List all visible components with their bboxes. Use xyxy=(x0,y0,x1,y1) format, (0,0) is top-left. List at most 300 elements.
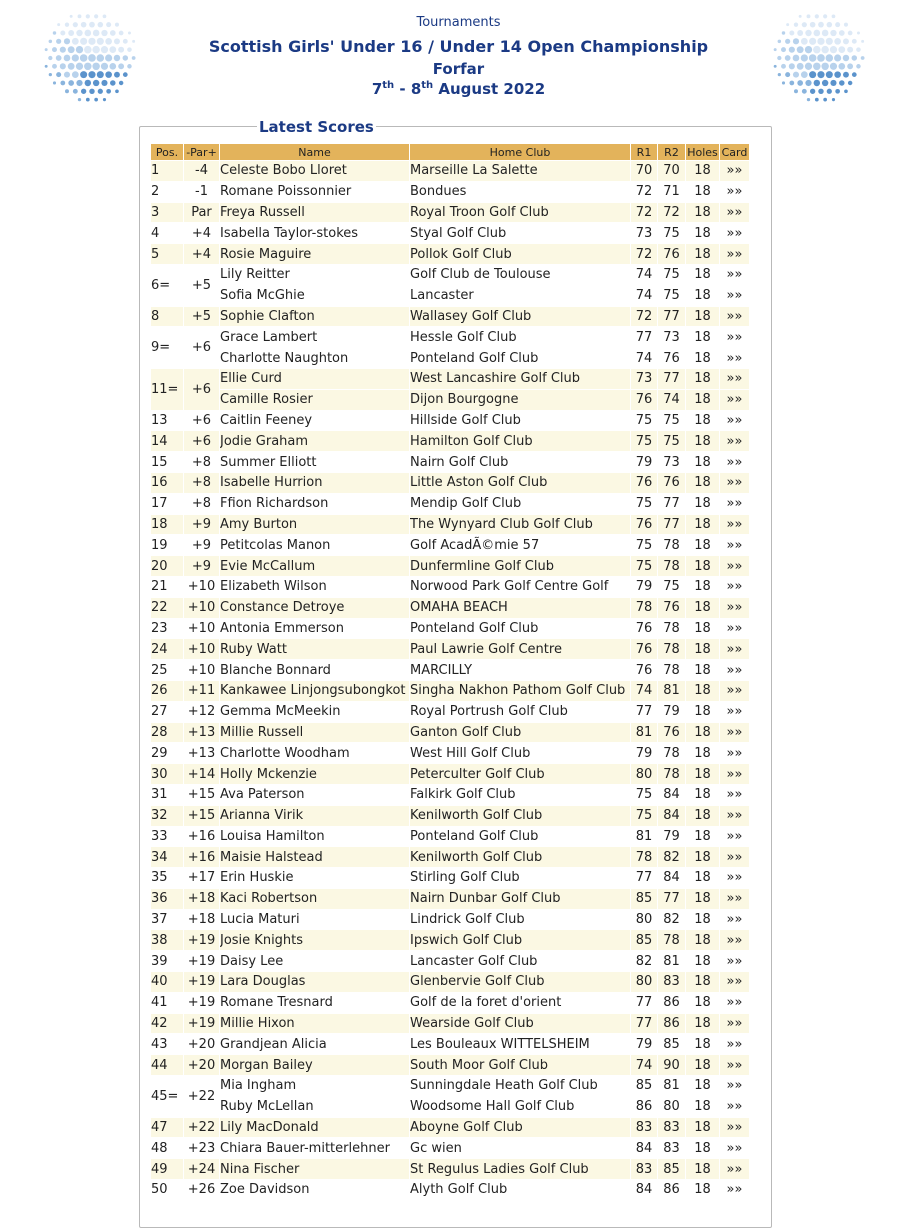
cell-to-par: +11 xyxy=(184,680,220,701)
cell-round2: 77 xyxy=(658,514,686,535)
cell-player-name: Morgan Bailey xyxy=(220,1055,410,1076)
cell-to-par: +15 xyxy=(184,805,220,826)
cell-round1: 85 xyxy=(631,1076,658,1097)
cell-position: 35 xyxy=(151,868,184,889)
cell-home-club: Gc wien xyxy=(410,1138,631,1159)
scorecard-link[interactable]: »» xyxy=(720,1180,750,1201)
cell-round2: 75 xyxy=(658,410,686,431)
scorecard-link[interactable]: »» xyxy=(720,951,750,972)
dimple xyxy=(101,30,107,36)
cell-position: 8 xyxy=(151,306,184,327)
scorecard-link[interactable]: »» xyxy=(720,389,750,410)
cell-round1: 76 xyxy=(631,618,658,639)
cell-to-par: +17 xyxy=(184,868,220,889)
cell-holes: 18 xyxy=(686,576,720,597)
cell-holes: 18 xyxy=(686,618,720,639)
scorecard-link[interactable]: »» xyxy=(720,161,750,182)
cell-holes: 18 xyxy=(686,784,720,805)
scorecard-link[interactable]: »» xyxy=(720,597,750,618)
leaderboard-row xyxy=(151,285,750,306)
cell-position: 11= xyxy=(151,368,184,410)
leaderboard-row xyxy=(151,244,750,265)
cell-player-name: Grandjean Alicia xyxy=(220,1034,410,1055)
cell-player-name: Lara Douglas xyxy=(220,972,410,993)
cell-position: 27 xyxy=(151,701,184,722)
leaderboard-row xyxy=(151,680,750,701)
cell-round1: 75 xyxy=(631,556,658,577)
cell-to-par: +24 xyxy=(184,1159,220,1180)
cell-home-club: Hillside Golf Club xyxy=(410,410,631,431)
cell-home-club: Dunfermline Golf Club xyxy=(410,556,631,577)
scorecard-link[interactable]: »» xyxy=(720,764,750,785)
cell-player-name: Holly Mckenzie xyxy=(220,764,410,785)
cell-to-par: +22 xyxy=(184,1117,220,1138)
cell-home-club: Lindrick Golf Club xyxy=(410,909,631,930)
scorecard-link[interactable]: »» xyxy=(720,306,750,327)
cell-round2: 81 xyxy=(658,951,686,972)
cell-round1: 75 xyxy=(631,493,658,514)
leaderboard-row xyxy=(151,660,750,681)
cell-home-club: Royal Portrush Golf Club xyxy=(410,701,631,722)
cell-player-name: Caitlin Feeney xyxy=(220,410,410,431)
cell-player-name: Nina Fischer xyxy=(220,1159,410,1180)
cell-to-par: +19 xyxy=(184,951,220,972)
cell-to-par: +15 xyxy=(184,784,220,805)
dimple xyxy=(832,98,835,101)
cell-to-par: +10 xyxy=(184,618,220,639)
scorecard-link[interactable]: »» xyxy=(720,535,750,556)
leaderboard-row xyxy=(151,743,750,764)
cell-holes: 18 xyxy=(686,1076,720,1097)
cell-round1: 73 xyxy=(631,368,658,389)
cell-holes: 18 xyxy=(686,680,720,701)
leaderboard-row xyxy=(151,784,750,805)
cell-home-club: Paul Lawrie Golf Centre xyxy=(410,639,631,660)
cell-home-club: Pollok Golf Club xyxy=(410,244,631,265)
cell-player-name: Sophie Clafton xyxy=(220,306,410,327)
cell-holes: 18 xyxy=(686,1055,720,1076)
cell-home-club: Golf de la foret d'orient xyxy=(410,992,631,1013)
leaderboard-row xyxy=(151,348,750,369)
cell-holes: 18 xyxy=(686,161,720,182)
scorecard-link[interactable]: »» xyxy=(720,909,750,930)
cell-holes: 18 xyxy=(686,202,720,223)
leaderboard-row xyxy=(151,181,750,202)
scorecard-link[interactable]: »» xyxy=(720,1117,750,1138)
cell-round1: 77 xyxy=(631,327,658,348)
scorecard-link[interactable]: »» xyxy=(720,1034,750,1055)
cell-player-name: Mia Ingham xyxy=(220,1076,410,1097)
scorecard-link[interactable]: »» xyxy=(720,452,750,473)
scorecard-link[interactable]: »» xyxy=(720,431,750,452)
cell-position: 43 xyxy=(151,1034,184,1055)
scorecard-link[interactable]: »» xyxy=(720,493,750,514)
cell-home-club: Wallasey Golf Club xyxy=(410,306,631,327)
scorecard-link[interactable]: »» xyxy=(720,264,750,285)
cell-home-club: St Regulus Ladies Golf Club xyxy=(410,1159,631,1180)
cell-round2: 78 xyxy=(658,930,686,951)
cell-round2: 75 xyxy=(658,576,686,597)
cell-to-par: +10 xyxy=(184,576,220,597)
cell-holes: 18 xyxy=(686,847,720,868)
cell-holes: 18 xyxy=(686,223,720,244)
dimple xyxy=(797,30,803,36)
breadcrumb-tournaments[interactable]: Tournaments xyxy=(416,15,501,30)
dimple xyxy=(103,98,106,101)
scorecard-link[interactable]: »» xyxy=(720,722,750,743)
scorecard-link[interactable]: »» xyxy=(720,868,750,889)
cell-player-name: Ffion Richardson xyxy=(220,493,410,514)
cell-position: 20 xyxy=(151,556,184,577)
cell-holes: 18 xyxy=(686,556,720,577)
column-header-holes: Holes xyxy=(687,145,718,159)
cell-holes: 18 xyxy=(686,701,720,722)
scorecard-link[interactable]: »» xyxy=(720,743,750,764)
scorecard-link[interactable]: »» xyxy=(720,1013,750,1034)
cell-round1: 74 xyxy=(631,1055,658,1076)
cell-holes: 18 xyxy=(686,1138,720,1159)
cell-round1: 74 xyxy=(631,680,658,701)
cell-to-par: +10 xyxy=(184,639,220,660)
cell-to-par: +20 xyxy=(184,1055,220,1076)
scorecard-link[interactable]: »» xyxy=(720,1138,750,1159)
scorecard-link[interactable]: »» xyxy=(720,514,750,535)
cell-home-club: Glenbervie Golf Club xyxy=(410,972,631,993)
cell-round1: 77 xyxy=(631,868,658,889)
scorecard-link[interactable]: »» xyxy=(720,244,750,265)
cell-position: 45= xyxy=(151,1076,184,1118)
cell-to-par: +6 xyxy=(184,327,220,369)
scorecard-link[interactable]: »» xyxy=(720,348,750,369)
cell-position: 22 xyxy=(151,597,184,618)
cell-round1: 79 xyxy=(631,743,658,764)
cell-round1: 79 xyxy=(631,1034,658,1055)
leaderboard-row xyxy=(151,1180,750,1201)
cell-position: 36 xyxy=(151,888,184,909)
cell-round1: 84 xyxy=(631,1180,658,1201)
cell-round2: 79 xyxy=(658,701,686,722)
leaderboard-row xyxy=(151,868,750,889)
cell-position: 34 xyxy=(151,847,184,868)
cell-round2: 90 xyxy=(658,1055,686,1076)
scorecard-link[interactable]: »» xyxy=(720,472,750,493)
cell-player-name: Charlotte Naughton xyxy=(220,348,410,369)
scorecard-link[interactable]: »» xyxy=(720,826,750,847)
scorecard-link[interactable]: »» xyxy=(720,701,750,722)
cell-position: 32 xyxy=(151,805,184,826)
cell-holes: 18 xyxy=(686,992,720,1013)
cell-player-name: Erin Huskie xyxy=(220,868,410,889)
cell-holes: 18 xyxy=(686,639,720,660)
leaderboard-row xyxy=(151,1013,750,1034)
cell-round1: 85 xyxy=(631,888,658,909)
dimple xyxy=(857,32,860,35)
cell-position: 39 xyxy=(151,951,184,972)
cell-round1: 77 xyxy=(631,701,658,722)
dimple xyxy=(94,98,98,102)
cell-round2: 71 xyxy=(658,181,686,202)
cell-to-par: +14 xyxy=(184,764,220,785)
cell-holes: 18 xyxy=(686,244,720,265)
cell-position: 29 xyxy=(151,743,184,764)
cell-home-club: Singha Nakhon Pathom Golf Club xyxy=(410,680,631,701)
scorecard-link[interactable]: »» xyxy=(720,847,750,868)
scorecard-link[interactable]: »» xyxy=(720,327,750,348)
cell-holes: 18 xyxy=(686,348,720,369)
scorecard-link[interactable]: »» xyxy=(720,1076,750,1097)
cell-home-club: Aboyne Golf Club xyxy=(410,1117,631,1138)
cell-round1: 79 xyxy=(631,576,658,597)
cell-home-club: Hamilton Golf Club xyxy=(410,431,631,452)
cell-holes: 18 xyxy=(686,181,720,202)
leaderboard-row xyxy=(151,576,750,597)
cell-round1: 76 xyxy=(631,389,658,410)
cell-round1: 81 xyxy=(631,826,658,847)
cell-position: 15 xyxy=(151,452,184,473)
cell-round1: 74 xyxy=(631,264,658,285)
cell-position: 37 xyxy=(151,909,184,930)
cell-player-name: Romane Tresnard xyxy=(220,992,410,1013)
cell-round2: 72 xyxy=(658,202,686,223)
dimple xyxy=(110,30,116,36)
cell-round2: 78 xyxy=(658,660,686,681)
cell-round1: 86 xyxy=(631,1096,658,1117)
leaderboard-row xyxy=(151,764,750,785)
scorecard-link[interactable]: »» xyxy=(720,992,750,1013)
dimple xyxy=(60,30,65,35)
cell-holes: 18 xyxy=(686,805,720,826)
cell-round1: 75 xyxy=(631,535,658,556)
cell-to-par: +4 xyxy=(184,244,220,265)
dimple xyxy=(119,31,124,36)
cell-position: 13 xyxy=(151,410,184,431)
scorecard-link[interactable]: »» xyxy=(720,410,750,431)
cell-player-name: Antonia Emmerson xyxy=(220,618,410,639)
cell-round1: 77 xyxy=(631,992,658,1013)
cell-round1: 84 xyxy=(631,1138,658,1159)
column-header-par: -Par+ xyxy=(184,144,220,161)
leaderboard-row xyxy=(151,826,750,847)
cell-player-name: Lucia Maturi xyxy=(220,909,410,930)
cell-round1: 80 xyxy=(631,972,658,993)
column-header-r1: R1 xyxy=(631,144,658,161)
cell-round1: 73 xyxy=(631,223,658,244)
leaderboard-table xyxy=(150,143,750,1201)
cell-round1: 70 xyxy=(631,161,658,182)
cell-round2: 75 xyxy=(658,223,686,244)
cell-round1: 85 xyxy=(631,930,658,951)
cell-round2: 84 xyxy=(658,868,686,889)
cell-round1: 75 xyxy=(631,410,658,431)
scorecard-link[interactable]: »» xyxy=(720,1096,750,1117)
scorecard-link[interactable]: »» xyxy=(720,660,750,681)
cell-holes: 18 xyxy=(686,410,720,431)
scorecard-link[interactable]: »» xyxy=(720,972,750,993)
dimple xyxy=(78,98,81,101)
cell-home-club: Peterculter Golf Club xyxy=(410,764,631,785)
leaderboard-row xyxy=(151,223,750,244)
cell-to-par: +6 xyxy=(184,431,220,452)
cell-round2: 70 xyxy=(658,161,686,182)
cell-to-par: +13 xyxy=(184,722,220,743)
scorecard-link[interactable]: »» xyxy=(720,784,750,805)
scorecard-link[interactable]: »» xyxy=(720,181,750,202)
cell-to-par: +13 xyxy=(184,743,220,764)
cell-position: 38 xyxy=(151,930,184,951)
cell-round2: 81 xyxy=(658,680,686,701)
column-header-card: Card xyxy=(720,144,750,161)
leaderboard-row xyxy=(151,930,750,951)
cell-round1: 81 xyxy=(631,722,658,743)
scorecard-link[interactable]: »» xyxy=(720,202,750,223)
cell-round1: 82 xyxy=(631,951,658,972)
cell-player-name: Charlotte Woodham xyxy=(220,743,410,764)
scorecard-link[interactable]: »» xyxy=(720,930,750,951)
cell-home-club: Mendip Golf Club xyxy=(410,493,631,514)
scorecard-link[interactable]: »» xyxy=(720,1055,750,1076)
cell-holes: 18 xyxy=(686,722,720,743)
cell-round2: 77 xyxy=(658,368,686,389)
cell-round2: 76 xyxy=(658,348,686,369)
cell-holes: 18 xyxy=(686,452,720,473)
cell-round2: 80 xyxy=(658,1096,686,1117)
scorecard-link[interactable]: »» xyxy=(720,888,750,909)
cell-player-name: Millie Russell xyxy=(220,722,410,743)
leaderboard-row xyxy=(151,1096,750,1117)
cell-round2: 84 xyxy=(658,784,686,805)
dimple xyxy=(128,32,131,35)
cell-holes: 18 xyxy=(686,930,720,951)
cell-home-club: Sunningdale Heath Golf Club xyxy=(410,1076,631,1097)
scorecard-link[interactable]: »» xyxy=(720,1159,750,1180)
cell-home-club: Woodsome Hall Golf Club xyxy=(410,1096,631,1117)
cell-player-name: Elizabeth Wilson xyxy=(220,576,410,597)
cell-round1: 74 xyxy=(631,285,658,306)
cell-holes: 18 xyxy=(686,1159,720,1180)
cell-home-club: Norwood Park Golf Centre Golf xyxy=(410,576,631,597)
cell-player-name: Isabelle Hurrion xyxy=(220,472,410,493)
cell-round2: 83 xyxy=(658,1117,686,1138)
cell-position: 24 xyxy=(151,639,184,660)
dimple xyxy=(815,98,819,102)
cell-holes: 18 xyxy=(686,327,720,348)
cell-round2: 82 xyxy=(658,909,686,930)
cell-position: 30 xyxy=(151,764,184,785)
cell-to-par: +9 xyxy=(184,556,220,577)
cell-player-name: Petitcolas Manon xyxy=(220,535,410,556)
cell-to-par: +9 xyxy=(184,514,220,535)
scorecard-link[interactable]: »» xyxy=(720,639,750,660)
cell-to-par: +6 xyxy=(184,410,220,431)
cell-home-club: Marseille La Salette xyxy=(410,161,631,182)
page-header xyxy=(0,0,917,118)
cell-holes: 18 xyxy=(686,1180,720,1201)
cell-round1: 76 xyxy=(631,514,658,535)
leaderboard-row xyxy=(151,1138,750,1159)
cell-holes: 18 xyxy=(686,1034,720,1055)
cell-player-name: Arianna Virik xyxy=(220,805,410,826)
cell-position: 21 xyxy=(151,576,184,597)
cell-player-name: Freya Russell xyxy=(220,202,410,223)
leaderboard-row xyxy=(151,888,750,909)
cell-round1: 80 xyxy=(631,764,658,785)
leaderboard-row xyxy=(151,389,750,410)
leaderboard-row xyxy=(151,327,750,348)
cell-player-name: Louisa Hamilton xyxy=(220,826,410,847)
leaderboard-row xyxy=(151,1055,750,1076)
cell-to-par: +5 xyxy=(184,264,220,306)
cell-home-club: MARCILLY xyxy=(410,660,631,681)
cell-holes: 18 xyxy=(686,909,720,930)
cell-position: 14 xyxy=(151,431,184,452)
leaderboard-row xyxy=(151,722,750,743)
leaderboard-row xyxy=(151,410,750,431)
cell-to-par: +23 xyxy=(184,1138,220,1159)
scorecard-link[interactable]: »» xyxy=(720,680,750,701)
cell-round2: 78 xyxy=(658,764,686,785)
cell-home-club: OMAHA BEACH xyxy=(410,597,631,618)
cell-home-club: Ganton Golf Club xyxy=(410,722,631,743)
cell-round1: 74 xyxy=(631,348,658,369)
scorecard-link[interactable]: »» xyxy=(720,618,750,639)
leaderboard-header-row xyxy=(151,144,750,161)
cell-player-name: Kaci Robertson xyxy=(220,888,410,909)
cell-position: 23 xyxy=(151,618,184,639)
cell-player-name: Gemma McMeekin xyxy=(220,701,410,722)
dimple xyxy=(830,30,836,36)
page-title: Scottish Girls' Under 16 / Under 14 Open Championship xyxy=(208,37,709,56)
scorecard-link[interactable]: »» xyxy=(720,368,750,389)
leaderboard-row xyxy=(151,535,750,556)
cell-home-club: Ponteland Golf Club xyxy=(410,348,631,369)
cell-player-name: Camille Rosier xyxy=(220,389,410,410)
cell-player-name: Lily Reitter xyxy=(220,264,410,285)
cell-player-name: Ruby Watt xyxy=(220,639,410,660)
cell-round2: 76 xyxy=(658,597,686,618)
cell-to-par: +12 xyxy=(184,701,220,722)
scorecard-link[interactable]: »» xyxy=(720,805,750,826)
cell-to-par: +19 xyxy=(184,930,220,951)
leaderboard-row xyxy=(151,805,750,826)
cell-position: 41 xyxy=(151,992,184,1013)
cell-holes: 18 xyxy=(686,1013,720,1034)
cell-holes: 18 xyxy=(686,514,720,535)
cell-round2: 86 xyxy=(658,1013,686,1034)
cell-round1: 79 xyxy=(631,452,658,473)
cell-round2: 76 xyxy=(658,722,686,743)
cell-round1: 78 xyxy=(631,597,658,618)
scorecard-link[interactable]: »» xyxy=(720,285,750,306)
cell-to-par: Par xyxy=(184,202,220,223)
scorecard-link[interactable]: »» xyxy=(720,576,750,597)
leaderboard-row xyxy=(151,618,750,639)
scorecard-link[interactable]: »» xyxy=(720,223,750,244)
cell-to-par: +4 xyxy=(184,223,220,244)
cell-holes: 18 xyxy=(686,1117,720,1138)
cell-player-name: Chiara Bauer-mitterlehner xyxy=(220,1138,410,1159)
cell-round1: 75 xyxy=(631,784,658,805)
scorecard-link[interactable]: »» xyxy=(720,556,750,577)
cell-home-club: Les Bouleaux WITTELSHEIM xyxy=(410,1034,631,1055)
leaderboard-row xyxy=(151,472,750,493)
cell-round2: 76 xyxy=(658,472,686,493)
cell-round2: 77 xyxy=(658,493,686,514)
cell-home-club: Dijon Bourgogne xyxy=(410,389,631,410)
cell-holes: 18 xyxy=(686,493,720,514)
cell-position: 25 xyxy=(151,660,184,681)
cell-position: 16 xyxy=(151,472,184,493)
leaderboard-row xyxy=(151,951,750,972)
